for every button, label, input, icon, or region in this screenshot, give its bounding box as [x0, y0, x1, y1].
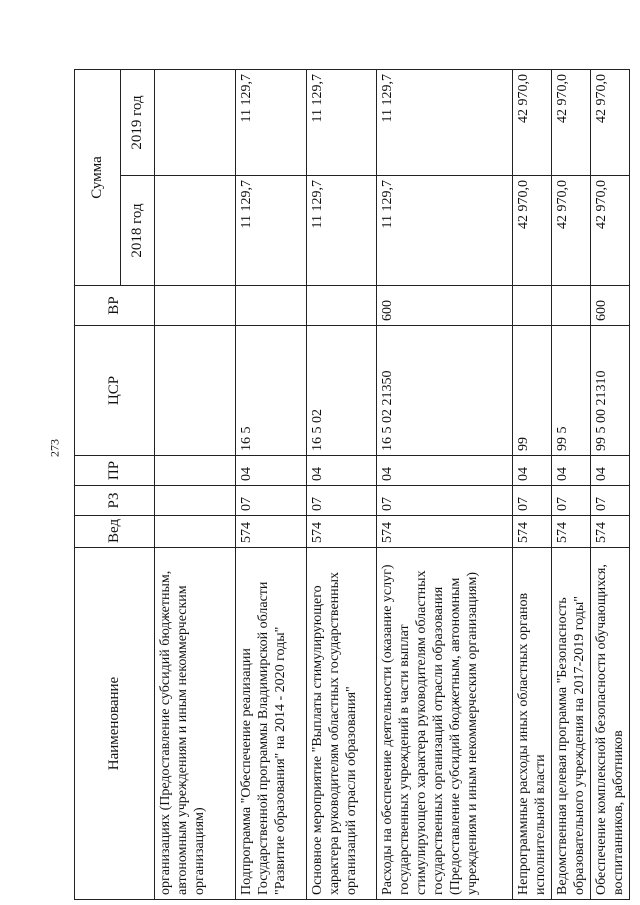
cell-rz: 07 — [377, 486, 513, 516]
cell-csr: 99 — [513, 326, 552, 456]
cell-ved: 574 — [552, 516, 591, 548]
cell-2019: 11 129,7 — [377, 69, 513, 175]
budget-table — [74, 69, 630, 900]
cell-ved: 574 — [591, 516, 630, 548]
header-rz: РЗ — [75, 486, 155, 516]
cell-2018: 11 129,7 — [236, 176, 307, 286]
cell-2019: 42 970,0 — [591, 69, 630, 175]
cell-rz: 07 — [513, 486, 552, 516]
cell-2019: 42 970,0 — [513, 69, 552, 175]
cell-pr: 04 — [307, 456, 377, 486]
table-row — [307, 69, 377, 899]
cell-vr: 600 — [591, 286, 630, 326]
cell-2018: 11 129,7 — [377, 176, 513, 286]
table-row — [552, 69, 591, 899]
cell-vr — [155, 286, 236, 326]
cell-2018: 42 970,0 — [591, 176, 630, 286]
cell-pr — [155, 456, 236, 486]
header-pr: ПР — [75, 456, 155, 486]
cell-pr: 04 — [552, 456, 591, 486]
cell-csr: 16 5 — [236, 326, 307, 456]
cell-pr: 04 — [236, 456, 307, 486]
header-name: Наименование — [75, 548, 155, 900]
table-row — [377, 69, 513, 899]
cell-name: Непрограммные расходы иных областных органов исполнительной власти — [513, 548, 552, 900]
cell-rz — [155, 486, 236, 516]
cell-2019 — [155, 69, 236, 175]
cell-pr: 04 — [591, 456, 630, 486]
header-2018: 2018 год — [121, 176, 155, 286]
cell-rz: 07 — [236, 486, 307, 516]
cell-vr — [236, 286, 307, 326]
cell-pr: 04 — [513, 456, 552, 486]
cell-vr: 600 — [377, 286, 513, 326]
cell-rz: 07 — [307, 486, 377, 516]
table-row — [591, 69, 630, 899]
header-vr: ВР — [75, 286, 155, 326]
cell-name: организациях (Предоставление субсидий бюджетным, автономным учреждениям и иным некоммерческим организациям) — [155, 548, 236, 900]
cell-csr: 16 5 02 — [307, 326, 377, 456]
table-row — [236, 69, 307, 899]
table-row — [513, 69, 552, 899]
table-row — [155, 69, 236, 899]
cell-2018 — [155, 176, 236, 286]
cell-rz: 07 — [591, 486, 630, 516]
cell-name: Подпрограмма "Обеспечение реализации Государственной программы Владимирской области "Развитие образования" на 2014 - 2020 годы" — [236, 548, 307, 900]
cell-csr: 16 5 02 21350 — [377, 326, 513, 456]
cell-ved — [155, 516, 236, 548]
cell-2018: 11 129,7 — [307, 176, 377, 286]
cell-name: Основное мероприятие "Выплаты стимулирующего характера руководителям областных государственных организаций отрасли образования" — [307, 548, 377, 900]
rotated-budget-table-wrapper — [74, 70, 626, 900]
cell-vr — [513, 286, 552, 326]
header-row — [75, 69, 121, 899]
cell-vr — [552, 286, 591, 326]
page-number: 273 — [47, 439, 62, 457]
cell-2018: 42 970,0 — [552, 176, 591, 286]
cell-2019: 42 970,0 — [552, 69, 591, 175]
header-sum: Сумма — [75, 69, 121, 285]
cell-csr: 99 5 — [552, 326, 591, 456]
cell-2019: 11 129,7 — [307, 69, 377, 175]
cell-pr: 04 — [377, 456, 513, 486]
header-ved: Вед — [75, 516, 155, 548]
cell-ved: 574 — [236, 516, 307, 548]
header-2019: 2019 год — [121, 69, 155, 175]
header-csr: ЦСР — [75, 326, 155, 456]
cell-name: Расходы на обеспечение деятельности (оказание услуг) государственных учреждений в части выплат стимулирующего характера руководителям областных государственных организаций отрасли образования (Предоставление субсидий бюджетным, автономным учреждениям и иным некоммерческим организациям) — [377, 548, 513, 900]
cell-name: Обеспечение комплексной безопасности обучающихся, воспитанников, работников — [591, 548, 630, 900]
cell-name: Ведомственная целевая программа "Безопасность образовательного учреждения на 2017-2019 годы" — [552, 548, 591, 900]
cell-rz: 07 — [552, 486, 591, 516]
cell-2019: 11 129,7 — [236, 69, 307, 175]
cell-csr: 99 5 00 21310 — [591, 326, 630, 456]
cell-vr — [307, 286, 377, 326]
cell-ved: 574 — [377, 516, 513, 548]
cell-2018: 42 970,0 — [513, 176, 552, 286]
cell-csr — [155, 326, 236, 456]
cell-ved: 574 — [307, 516, 377, 548]
cell-ved: 574 — [513, 516, 552, 548]
